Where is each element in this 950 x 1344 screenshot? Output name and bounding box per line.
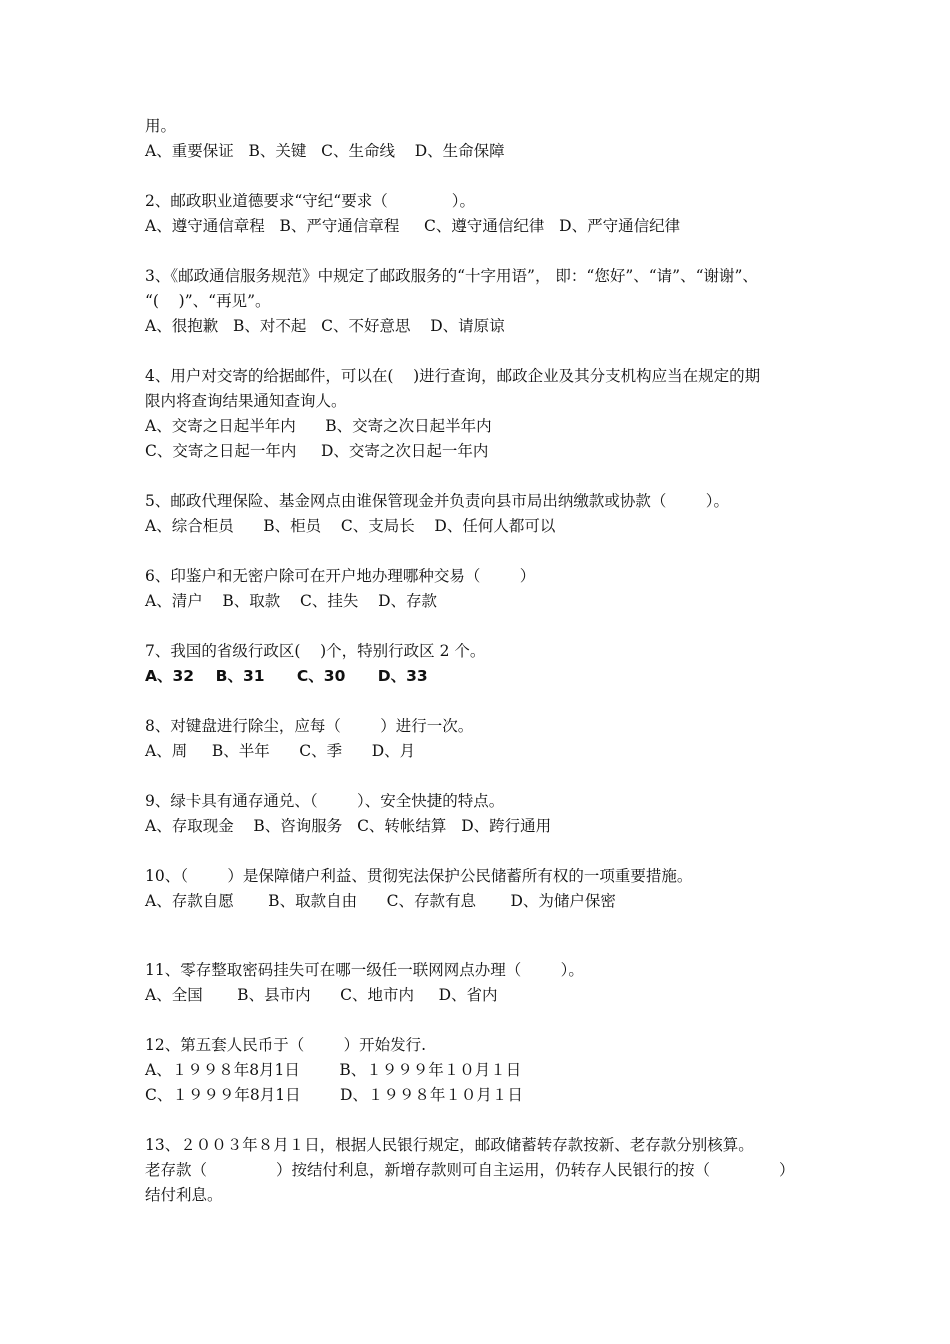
question-4-text: 4、用户对交寄的给据邮件，可以在( )进行查询，邮政企业及其分支机构应当在规定的期 <box>145 367 761 385</box>
question-8-options: A、周 B、半年 C、季 D、月 <box>145 742 416 760</box>
question-4-options-cd: C、交寄之日起一年内 D、交寄之次日起一年内 <box>145 442 489 460</box>
question-4-options-ab: A、交寄之日起半年内 B、交寄之次日起半年内 <box>145 417 492 435</box>
question-8-text: 8、对键盘进行除尘，应每（ ）进行一次。 <box>145 717 474 735</box>
question-1-options: A、重要保证 B、关键 C、生命线 D、生命保障 <box>145 142 505 160</box>
question-13-text: 13、２００３年８月１日，根据人民银行规定，邮政储蓄转存款按新、老存款分别核算。 <box>145 1136 754 1154</box>
question-9-options: A、存取现金 B、咨询服务 C、转帐结算 D、跨行通用 <box>145 817 552 835</box>
question-13-text-end: 结付利息。 <box>145 1186 223 1204</box>
document-page <box>145 114 825 1208</box>
question-11-text: 11、零存整取密码挂失可在哪一级任一联网网点办理（ ）。 <box>145 961 584 979</box>
question-2-text: 2、邮政职业道德要求“守纪“要求（ ）。 <box>145 192 476 210</box>
question-12-options-cd: C、１９９９年8月1日 D、１９９８年１０月１日 <box>145 1086 523 1104</box>
question-4-text-cont: 限内将查询结果通知查询人。 <box>145 392 347 410</box>
question-10-options: A、存款自愿 B、取款自由 C、存款有息 D、为储户保密 <box>145 892 616 910</box>
question-7-text: 7、我国的省级行政区( )个，特别行政区 2 个。 <box>145 642 486 660</box>
question-3-text: 3、《邮政通信服务规范》中规定了邮政服务的“十字用语”， 即：“您好”、“请”、“谢谢”、 <box>145 267 758 285</box>
question-6-text: 6、印鉴户和无密户除可在开户地办理哪种交易（ ） <box>145 567 536 585</box>
question-11-options: A、全国 B、县市内 C、地市内 D、省内 <box>145 986 498 1004</box>
question-2-options: A、遵守通信章程 B、严守通信章程 C、遵守通信纪律 D、严守通信纪律 <box>145 217 681 235</box>
question-9-text: 9、绿卡具有通存通兑、（ ）、安全快捷的特点。 <box>145 792 505 810</box>
question-5-options: A、综合柜员 B、柜员 C、支局长 D、任何人都可以 <box>145 517 556 535</box>
question-7-options: A、32 B、31 C、30 D、33 <box>145 667 428 685</box>
question-12-options-ab: A、１９９８年8月1日 B、１９９９年１０月１日 <box>145 1061 522 1079</box>
question-3-options: A、很抱歉 B、对不起 C、不好意思 D、请原谅 <box>145 317 505 335</box>
question-5-text: 5、邮政代理保险、基金网点由谁保管现金并负责向县市局出纳缴款或协款（ ）。 <box>145 492 730 510</box>
question-10-text: 10、（ ）是保障储户利益、贯彻宪法保护公民储蓄所有权的一项重要措施。 <box>145 867 693 885</box>
question-1-continuation: 用。 <box>145 117 177 135</box>
question-13-text-cont: 老存款（ ）按结付利息，新增存款则可自主运用，仍转存人民银行的按（ ） <box>145 1161 795 1179</box>
question-6-options: A、清户 B、取款 C、挂失 D、存款 <box>145 592 437 610</box>
question-3-text-cont: “( )”、“再见”。 <box>145 292 271 310</box>
question-12-text: 12、第五套人民币于（ ）开始发行. <box>145 1036 427 1054</box>
